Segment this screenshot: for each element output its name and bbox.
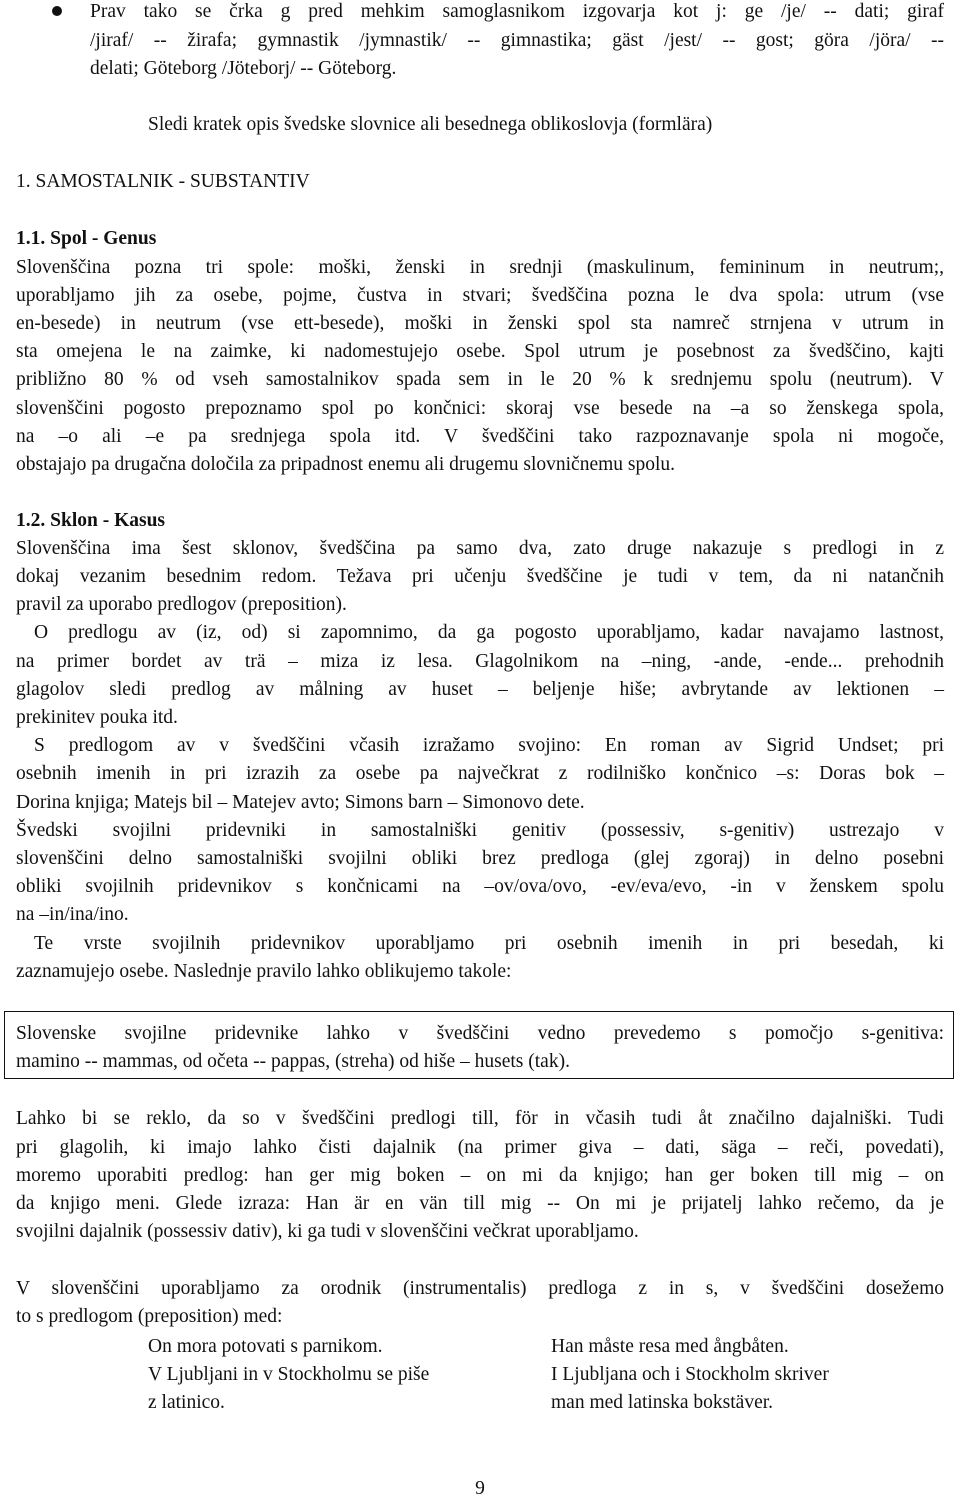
paragraph-line: S predlogom av v švedščini včasih izražamo svojino: En roman av Sigrid Undset; pri bbox=[34, 735, 944, 756]
bullet-icon bbox=[52, 6, 62, 16]
rule-box-line: mamino -- mammas, od očeta -- pappas, (streha) od hiše – husets (tak). bbox=[16, 1051, 570, 1072]
paragraph-line: to s predlogom (preposition) med: bbox=[16, 1306, 283, 1327]
paragraph-line: obliki svojilnih pridevnikov s končnicami na –ov/ova/ovo, -ev/eva/evo, -in v ženskem spolu bbox=[16, 876, 944, 897]
section-heading: 1. SAMOSTALNIK - SUBSTANTIV bbox=[16, 171, 310, 192]
paragraph-line: V slovenščini uporabljamo za orodnik (instrumentalis) predloga z in s, v švedščini dosežemo bbox=[16, 1278, 944, 1299]
paragraph-line: dokaj vezanim besednim redom. Težava pri učenju švedščine je tudi v tem, da ni natančnih bbox=[16, 566, 944, 587]
example-slovene: z latinico. bbox=[148, 1392, 225, 1413]
bullet-line: delati; Göteborg /Jöteborj/ -- Göteborg. bbox=[90, 58, 397, 79]
paragraph-line: en-besede) in neutrum (vse ett-besede), moški in ženski spol sta namreč strnjena v utrum in bbox=[16, 313, 944, 334]
paragraph-line: prekinitev pouka itd. bbox=[16, 707, 178, 728]
paragraph-line: osebnih imenih in pri izrazih za osebe pa največkrat z rodilniško končnico –s: Doras bok – bbox=[16, 763, 944, 784]
intro-text: Sledi kratek opis švedske slovnice ali besednega oblikoslovja (formlära) bbox=[148, 114, 713, 135]
paragraph-line: obstajajo pa drugačna določila za pripadnost enemu ali drugemu slovničnemu spolu. bbox=[16, 454, 676, 475]
page-number: 9 bbox=[475, 1478, 485, 1499]
example-swedish: man med latinska bokstäver. bbox=[551, 1392, 774, 1413]
paragraph-line: zaznamujejo osebe. Naslednje pravilo lahko oblikujemo takole: bbox=[16, 961, 512, 982]
example-slovene: V Ljubljani in v Stockholmu se piše bbox=[148, 1364, 430, 1385]
paragraph-line: glagolov sledi predlog av målning av huset – beljenje hiše; avbrytande av lektionen – bbox=[16, 679, 944, 700]
paragraph-line: O predlogu av (iz, od) si zapomnimo, da ga pogosto uporabljamo, kadar navajamo lastnost, bbox=[34, 622, 944, 643]
bullet-line: Prav tako se črka g pred mehkim samoglasnikom izgovarja kot j: ge /je/ -- dati; giraf bbox=[90, 1, 944, 22]
paragraph-line: približno 80 % od vseh samostalnikov spada sem in le 20 % k srednjemu spolu (neutrum). V bbox=[16, 369, 944, 390]
paragraph-line: svojilni dajalnik (possessiv dativ), ki ga tudi v slovenščini večkrat uporabljamo. bbox=[16, 1221, 639, 1242]
paragraph-line: Švedski svojilni pridevniki in samostalniški genitiv (possessiv, s-genitiv) ustrezajo v bbox=[16, 820, 944, 841]
subsection-heading-case: 1.2. Sklon - Kasus bbox=[16, 510, 166, 531]
example-swedish: Han måste resa med ångbåten. bbox=[551, 1336, 789, 1357]
paragraph-line: Slovenščina ima šest sklonov, švedščina pa samo dva, zato druge nakazuje s predlogi in z bbox=[16, 538, 944, 559]
paragraph-line: Dorina knjiga; Matejs bil – Matejev avto; Simons barn – Simonovo dete. bbox=[16, 792, 585, 813]
paragraph-line: uporabljamo jih za osebe, pojme, čustva in stvari; švedščina pozna le dva spola: utrum (vse bbox=[16, 285, 944, 306]
paragraph-line: na –o ali –e pa srednjega spola itd. V švedščini tako razpoznavanje spola ni mogoče, bbox=[16, 426, 944, 447]
bullet-line: /jiraf/ -- žirafa; gymnastik /jymnastik/ -- gimnastika; gäst /jest/ -- gost; göra /jöra/ -- bbox=[90, 30, 944, 51]
paragraph-line: pri glagolih, ki imajo lahko čisti dajalnik (na primer giva – dati, säga – reči, povedati), bbox=[16, 1137, 944, 1158]
paragraph-line: Slovenščina pozna tri spole: moški, ženski in srednji (maskulinum, femininum in neutrum;, bbox=[16, 257, 944, 278]
paragraph-line: slovenščini delno samostalniški svojilni obliki brez predloga (glej zgoraj) in delno posebni bbox=[16, 848, 944, 869]
paragraph-line: slovenščini pogosto prepoznamo spol po končnici: skoraj vse besede na –a so ženskega spola, bbox=[16, 398, 944, 419]
paragraph-line: sta omejena le na zaimke, ki nadomestujejo osebe. Spol utrum je posebnost za švedščino, kajti bbox=[16, 341, 944, 362]
paragraph-line: Lahko bi se reklo, da so v švedščini predlogi till, för in včasih tudi åt značilno dajalniški. Tudi bbox=[16, 1108, 944, 1129]
paragraph-line: da knjigo meni. Glede izraza: Han är en vän till mig -- On mi je prijatelj lahko rečemo, da je bbox=[16, 1193, 944, 1214]
paragraph-line: moremo uporabiti predlog: han ger mig boken – on mi da knjigo; han ger boken till mig – on bbox=[16, 1165, 944, 1186]
subsection-heading-gender: 1.1. Spol - Genus bbox=[16, 228, 157, 249]
paragraph-line: na primer bordet av trä – miza iz lesa. Glagolnikom na –ning, -ande, -ende... prehodnih bbox=[16, 651, 944, 672]
paragraph-line: Te vrste svojilnih pridevnikov uporabljamo pri osebnih imenih in pri besedah, ki bbox=[34, 933, 944, 954]
rule-box-line: Slovenske svojilne pridevnike lahko v švedščini vedno prevedemo s pomočjo s-genitiva: bbox=[16, 1023, 944, 1044]
example-slovene: On mora potovati s parnikom. bbox=[148, 1336, 383, 1357]
paragraph-line: pravil za uporabo predlogov (preposition). bbox=[16, 594, 347, 615]
example-swedish: I Ljubljana och i Stockholm skriver bbox=[551, 1364, 829, 1385]
paragraph-line: na –in/ina/ino. bbox=[16, 904, 129, 925]
